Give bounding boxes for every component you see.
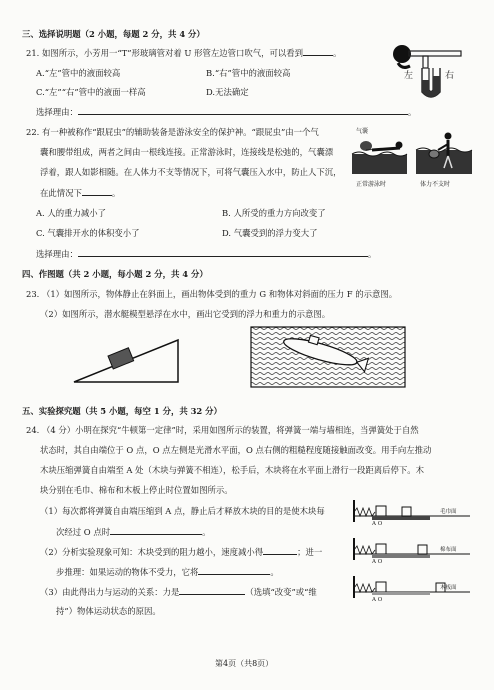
q24-sub3-line-a	[40, 586, 317, 597]
q24-sub2-line-b	[56, 566, 279, 577]
q23-part-2: （2）如图所示，潜水艇模型悬浮在水中，画出它受到的浮力和重力的示意图。	[40, 309, 331, 319]
q21-reason-label: 选择理由：	[36, 107, 78, 117]
q22-option-d: D. 气囊受到的浮力变大了	[222, 228, 318, 238]
q22-option-c: C. 气囊排开水的体积变小了	[36, 228, 140, 238]
q21-stem	[26, 47, 341, 58]
q24-line-1: 24. （4 分）小明在探究“牛顿第一定律”时，采用如图所示的装置，将弹簧一端与墙相连，当弹簧处于自然	[26, 425, 419, 435]
q22-reason-label: 选择理由：	[36, 249, 78, 259]
surface-board-label: 木板面	[440, 585, 457, 591]
u-tube-right-label: 右	[445, 71, 455, 81]
q22-reason-blank[interactable]	[78, 248, 368, 257]
q24-sub3-line-b: 持”）物体运动状态的原因。	[56, 606, 161, 616]
q21-reason	[36, 106, 416, 117]
swimmer-figure	[352, 128, 472, 180]
q21-option-c: C.“左”“右”管中的液面一样高	[36, 87, 146, 97]
u-tube-figure	[392, 36, 472, 102]
u-tube-left-label: 左	[404, 71, 414, 81]
axis-label-1: A O	[372, 521, 383, 527]
swimmer-airbag-label: 气囊	[356, 128, 369, 135]
q24-sub2-text-a: （2）分析实验现象可知：木块受到的阻力越小，速度减小得	[40, 547, 264, 557]
q24-sub1-line-a: （1）每次都将弹簧自由端压缩到 A 点，静止后才释放木块的目的是使木块每	[40, 506, 325, 516]
q21-option-a: A.“左”管中的液面较高	[36, 68, 121, 78]
page-number: 第4页（共8页）	[215, 659, 274, 668]
q24-sub1-blank[interactable]	[110, 526, 202, 535]
q22-answer-blank[interactable]	[82, 187, 112, 196]
swimmer-tired-label: 体力不支时	[420, 181, 451, 188]
q24-sub2-line-a	[40, 546, 322, 557]
axis-label-3: A O	[372, 597, 383, 603]
incline-figure	[72, 336, 182, 384]
q22-line-4-text: 在此情况下	[40, 188, 82, 198]
q24-sub3-text-a: （3）由此得出力与运动的关系：力是	[40, 587, 180, 597]
q24-sub2-blank-1[interactable]	[263, 546, 297, 555]
surface-towel-label: 毛巾面	[440, 509, 457, 515]
q21-option-b: B.“右”管中的液面较高	[206, 68, 291, 78]
swimmer-normal-label: 正常游泳时	[356, 181, 387, 188]
q21-period: 。	[333, 48, 342, 58]
q24-sub2-text-b: ；进一	[297, 547, 323, 557]
q21-option-d: D.无法确定	[206, 87, 249, 97]
q24-line-4: 块分别在毛巾、棉布和木板上停止时位置如图所示。	[40, 485, 233, 495]
q24-line-3: 木块压缩弹簧自由端至 A 处（木块与弹簧不相连），松手后，木块将在水平面上滑行一段距离后停下。木	[40, 465, 425, 475]
q22-line-1: 22. 有一种被称作“跟屁虫”的辅助装备是游泳安全的保护神。“跟屁虫”由一个气	[26, 127, 319, 137]
axis-label-2: A O	[372, 559, 383, 565]
q24-sub2-blank-2[interactable]	[198, 566, 270, 575]
q24-sub2-text-c: 步推理：如果运动的物体不受力，它将	[56, 567, 199, 577]
q23-part-1: 23. （1）如图所示，物体静止在斜面上，画出物体受到的重力 G 和物体对斜面的压力 F 的示意图。	[26, 289, 398, 299]
q22-period: 。	[111, 188, 121, 198]
q21-reason-blank[interactable]	[78, 106, 408, 115]
q24-sub1-period: 。	[202, 527, 211, 537]
submarine-figure	[250, 326, 406, 388]
section-5-heading: 五、实验探究题（共 5 小题，每空 1 分，共 32 分）	[22, 406, 222, 416]
section-4-heading: 四、作图题（共 2 小题，每小题 2 分，共 4 分）	[22, 269, 208, 279]
q21-reason-period: 。	[407, 107, 417, 117]
q22-reason-period: 。	[367, 249, 377, 259]
q22-reason	[36, 248, 376, 259]
q21-stem-text: 21. 如图所示，小芳用一“T”形玻璃管对着 U 形管左边管口吹气，可以看到	[26, 48, 304, 58]
q24-sub1-line-b	[56, 526, 210, 537]
surface-cotton-label: 棉布面	[440, 547, 457, 553]
q22-option-b: B. 人所受的重力方向改变了	[222, 208, 326, 218]
q24-sub2-period: 。	[270, 567, 279, 577]
section-3-heading: 三、选择说明题（2 小题，每题 2 分，共 4 分）	[22, 29, 205, 39]
q22-line-2: 囊和腰带组成，两者之间由一根线连接。正常游泳时，连接线是松弛的，气囊漂	[40, 147, 334, 157]
spring-surfaces-figure	[352, 500, 472, 612]
q21-answer-blank[interactable]	[303, 47, 333, 56]
q24-sub3-text-b: （选填“改变”或“维	[245, 587, 317, 597]
q22-line-4	[40, 187, 120, 198]
q24-line-2: 状态时，其自由端位于 O 点，O 点左侧是光滑水平面，O 点右侧的粗糙程度随接触面改变。用手向左推动	[40, 445, 432, 455]
q24-sub1-text: 次经过 O 点时	[56, 527, 111, 537]
q22-option-a: A. 人的重力减小了	[36, 208, 106, 218]
q24-sub3-blank[interactable]	[179, 586, 245, 595]
q22-line-3: 浮着，跟人如影相随。在人体力不支等情况下，可将气囊压入水中，防止人下沉，	[40, 167, 342, 177]
